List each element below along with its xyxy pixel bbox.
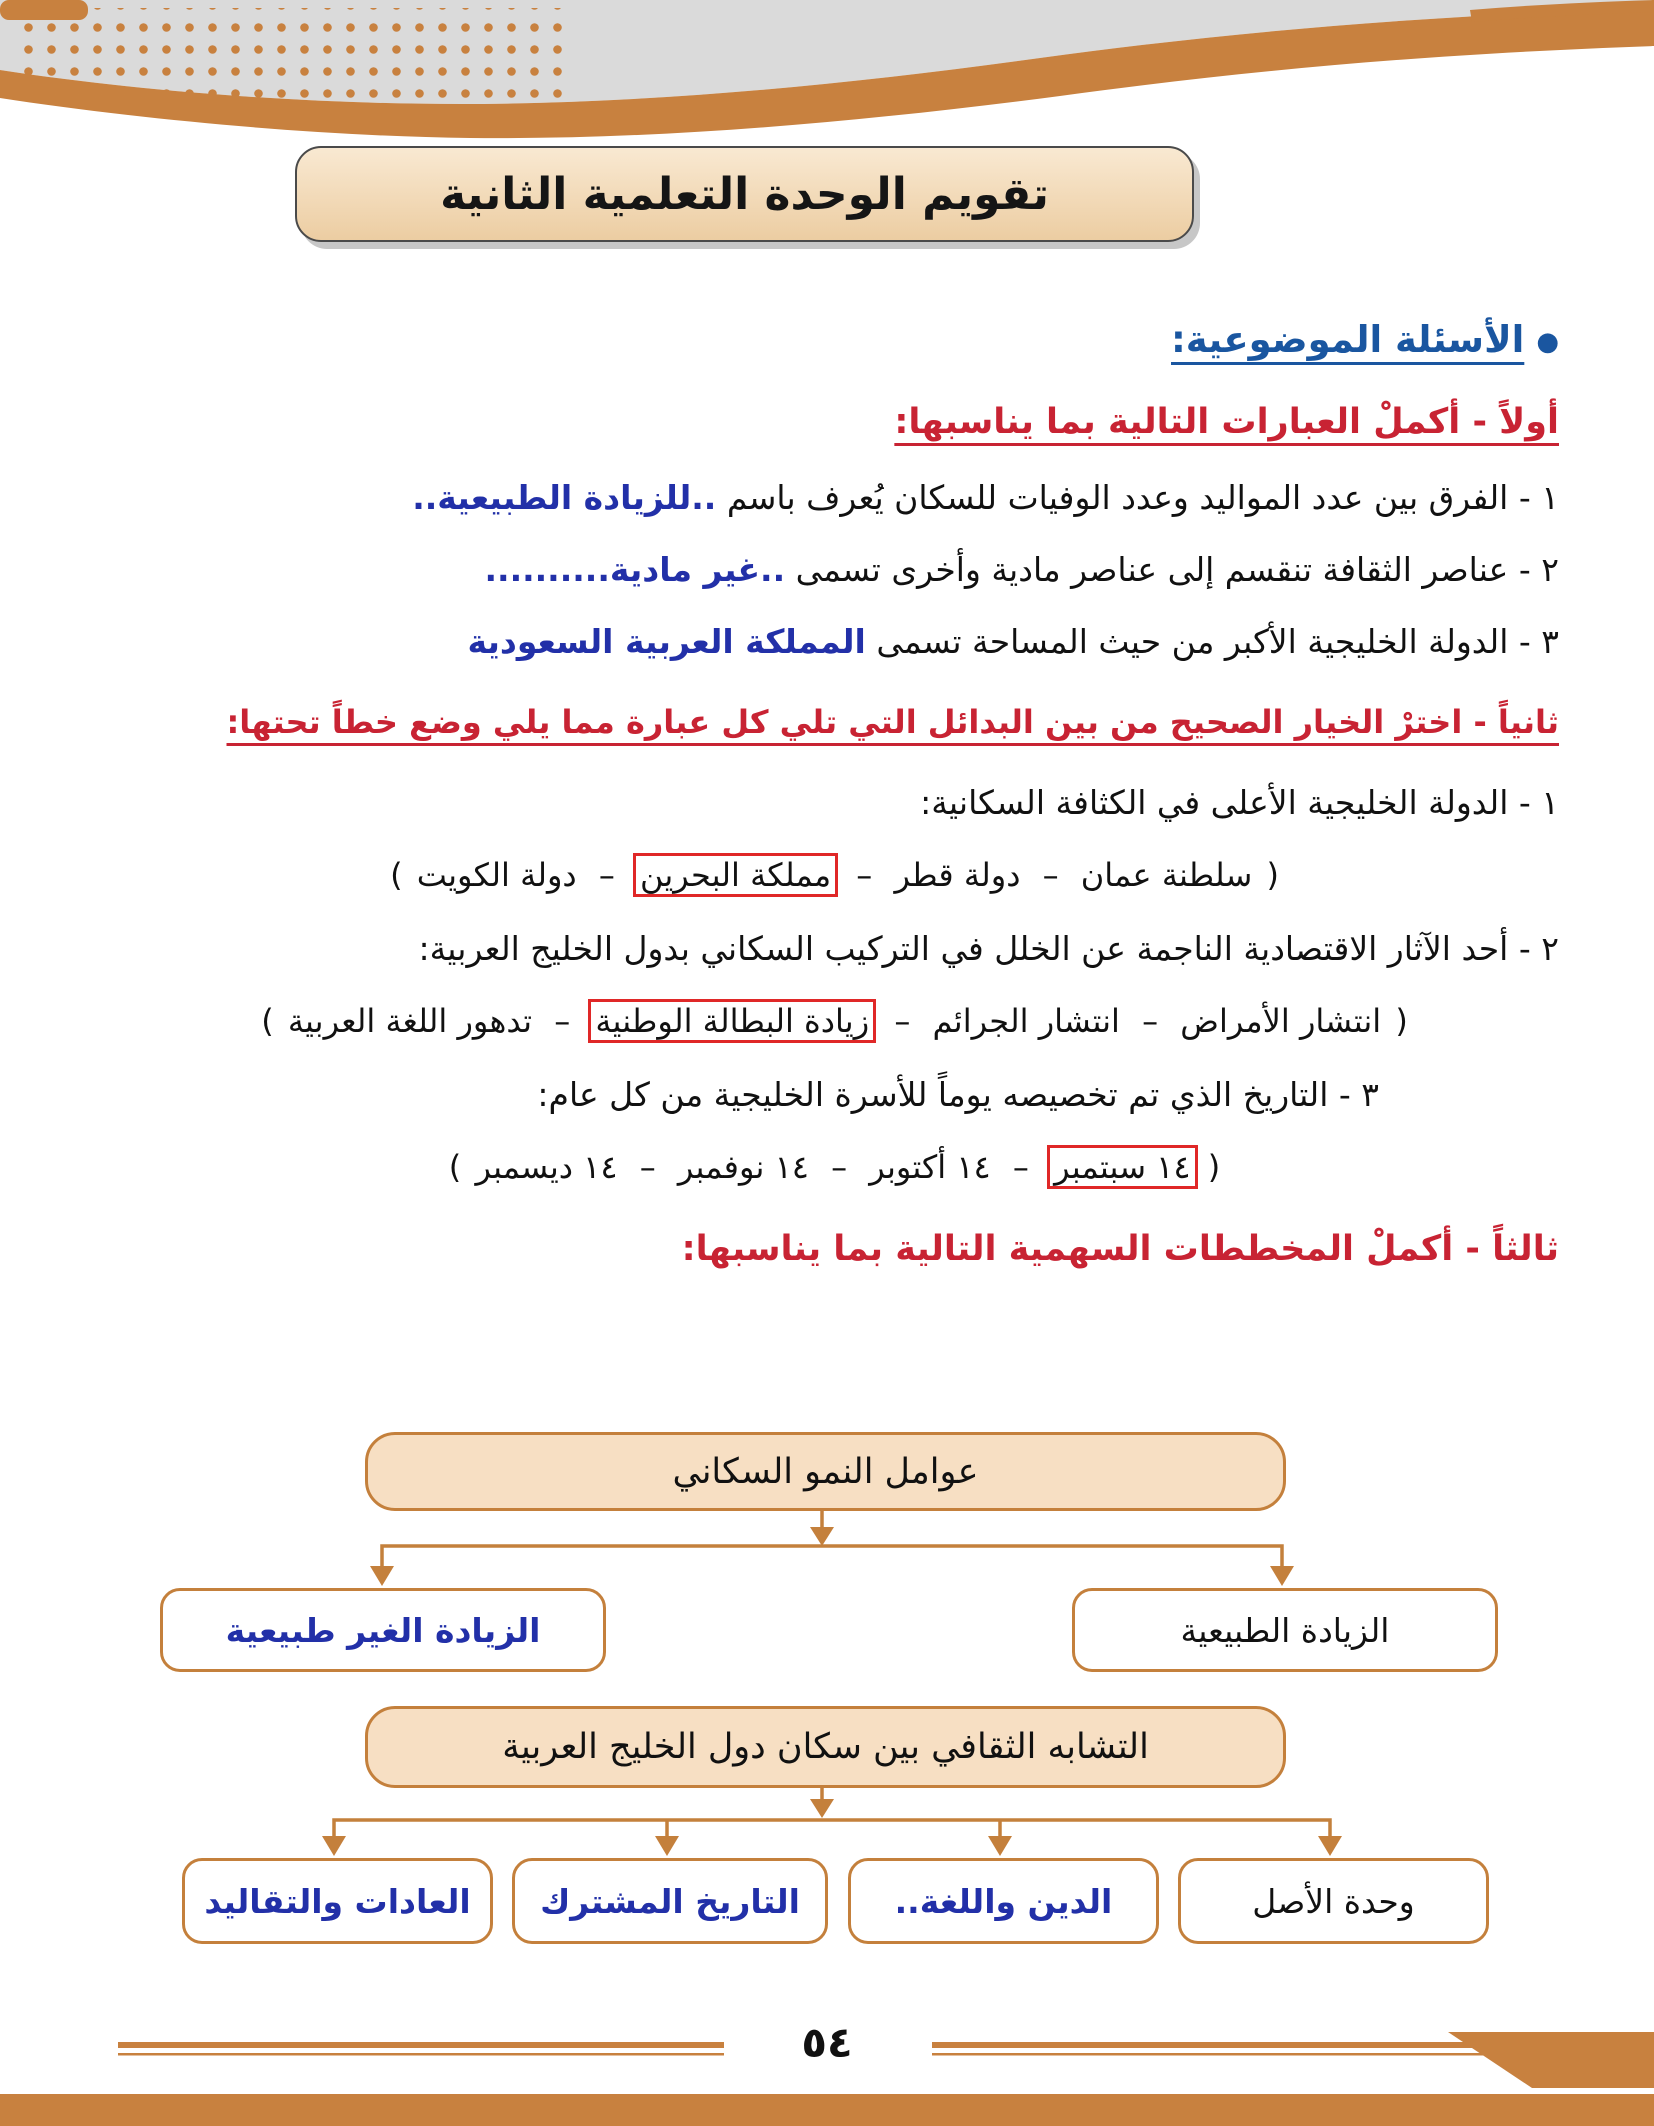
mcq-option-correct: زيادة البطالة الوطنية	[588, 999, 876, 1043]
option-separator: –	[856, 855, 873, 894]
chart2-child-answer-religion-language: الدين واللغة..	[848, 1858, 1159, 1944]
paren-open: (	[1207, 1147, 1221, 1186]
first-section-heading	[110, 382, 1559, 462]
mcq-option: سلطنة عمان	[1080, 855, 1253, 894]
chart2-child-answer-customs-traditions: العادات والتقاليد	[182, 1858, 493, 1944]
bullet-dot-icon: ●	[1536, 326, 1559, 357]
third-section-heading	[110, 1204, 1559, 1294]
mcq-options-1	[110, 839, 1559, 912]
first-section-heading-label: أولاً - أكملْ العبارات التالية بما يناسبها:	[894, 401, 1559, 442]
item-number: ١ -	[1518, 782, 1559, 822]
fill-blank-item-2	[110, 534, 1559, 606]
option-separator: –	[1042, 855, 1059, 894]
item-number: ١ -	[1518, 477, 1559, 517]
item-text: الفرق بين عدد المواليد وعدد الوفيات للسكان يُعرف باسم	[726, 477, 1509, 517]
option-separator: –	[598, 855, 615, 894]
chart1-child-natural-increase: الزيادة الطبيعية	[1072, 1588, 1498, 1672]
paren-close: )	[261, 1001, 274, 1040]
option-separator: –	[1142, 1001, 1159, 1040]
mcq-option: ١٤ نوفمبر	[677, 1147, 809, 1186]
question-text: التاريخ الذي تم تخصيصه يوماً للأسرة الخليجية من كل عام:	[537, 1074, 1329, 1114]
mcq-option: ١٤ ديسمبر	[475, 1147, 618, 1186]
option-separator: –	[554, 1001, 571, 1040]
item-text: الدولة الخليجية الأكبر من حيث المساحة تسمى	[876, 621, 1509, 661]
page-number: ٥٤	[801, 2018, 853, 2067]
mcq-option: دولة قطر	[894, 855, 1021, 894]
paren-close: )	[448, 1147, 462, 1186]
mcq-option-correct: مملكة البحرين	[633, 853, 838, 897]
chart2-child-answer-shared-history: التاريخ المشترك	[512, 1858, 828, 1944]
mcq-question-2	[110, 912, 1559, 985]
handwritten-answer: ..غير مادية..........	[484, 549, 786, 589]
chart2-root-box: التشابه الثقافي بين سكان دول الخليج العربية	[365, 1706, 1286, 1788]
mcq-question-3	[110, 1058, 1379, 1131]
question-text: أحد الآثار الاقتصادية الناجمة عن الخلل في التركيب السكاني بدول الخليج العربية:	[418, 928, 1509, 968]
handwritten-answer: ..للزيادة الطبيعية..	[412, 477, 717, 517]
unit-evaluation-title	[295, 146, 1194, 242]
item-number: ٣ -	[1338, 1074, 1379, 1114]
second-section-heading	[110, 678, 1559, 766]
page-content	[110, 300, 1559, 1294]
paren-close: )	[390, 855, 403, 894]
mcq-option: انتشار الأمراض	[1180, 1001, 1382, 1040]
fill-blank-item-1	[110, 462, 1559, 534]
option-separator: –	[639, 1147, 656, 1186]
chart1-child-answer-non-natural-increase: الزيادة الغير طبيعية	[160, 1588, 606, 1672]
mcq-option: دولة الكويت	[416, 855, 577, 894]
option-separator: –	[831, 1147, 848, 1186]
header-decoration	[0, 0, 1654, 150]
item-text: عناصر الثقافة تنقسم إلى عناصر مادية وأخرى تسمى	[795, 549, 1509, 589]
third-section-heading-label: ثالثاً - أكملْ المخططات السهمية التالية بما يناسبها:	[681, 1228, 1559, 1269]
mcq-options-3	[110, 1131, 1559, 1204]
mcq-option: انتشار الجرائم	[932, 1001, 1120, 1040]
option-separator: –	[894, 1001, 911, 1040]
item-number: ٣ -	[1518, 621, 1559, 661]
mcq-option: ١٤ أكتوبر	[869, 1147, 991, 1186]
mcq-option: تدهور اللغة العربية	[287, 1001, 533, 1040]
second-section-heading-label: ثانياً - اخترْ الخيار الصحيح من بين البدائل التي تلي كل عبارة مما يلي وضع خطاً تحتها:	[226, 702, 1559, 741]
question-text: الدولة الخليجية الأعلى في الكثافة السكانية:	[920, 782, 1509, 822]
paren-open: (	[1395, 1001, 1408, 1040]
chart1-root-box: عوامل النمو السكاني	[365, 1432, 1286, 1511]
fill-blank-item-3	[110, 606, 1559, 678]
item-number: ٢ -	[1518, 549, 1559, 589]
objective-questions-heading-label: الأسئلة الموضوعية:	[1171, 318, 1525, 361]
unit-evaluation-title-label: تقويم الوحدة التعلمية الثانية	[440, 168, 1049, 220]
objective-questions-heading	[110, 300, 1559, 382]
mcq-options-2	[110, 985, 1559, 1058]
mcq-question-1	[110, 766, 1559, 839]
mcq-option-correct: ١٤ سبتمبر	[1047, 1145, 1197, 1189]
paren-open: (	[1266, 855, 1279, 894]
handwritten-answer: المملكة العربية السعودية	[467, 621, 866, 661]
item-number: ٢ -	[1518, 928, 1559, 968]
option-separator: –	[1012, 1147, 1029, 1186]
chart2-child-origin-unity: وحدة الأصل	[1178, 1858, 1489, 1944]
